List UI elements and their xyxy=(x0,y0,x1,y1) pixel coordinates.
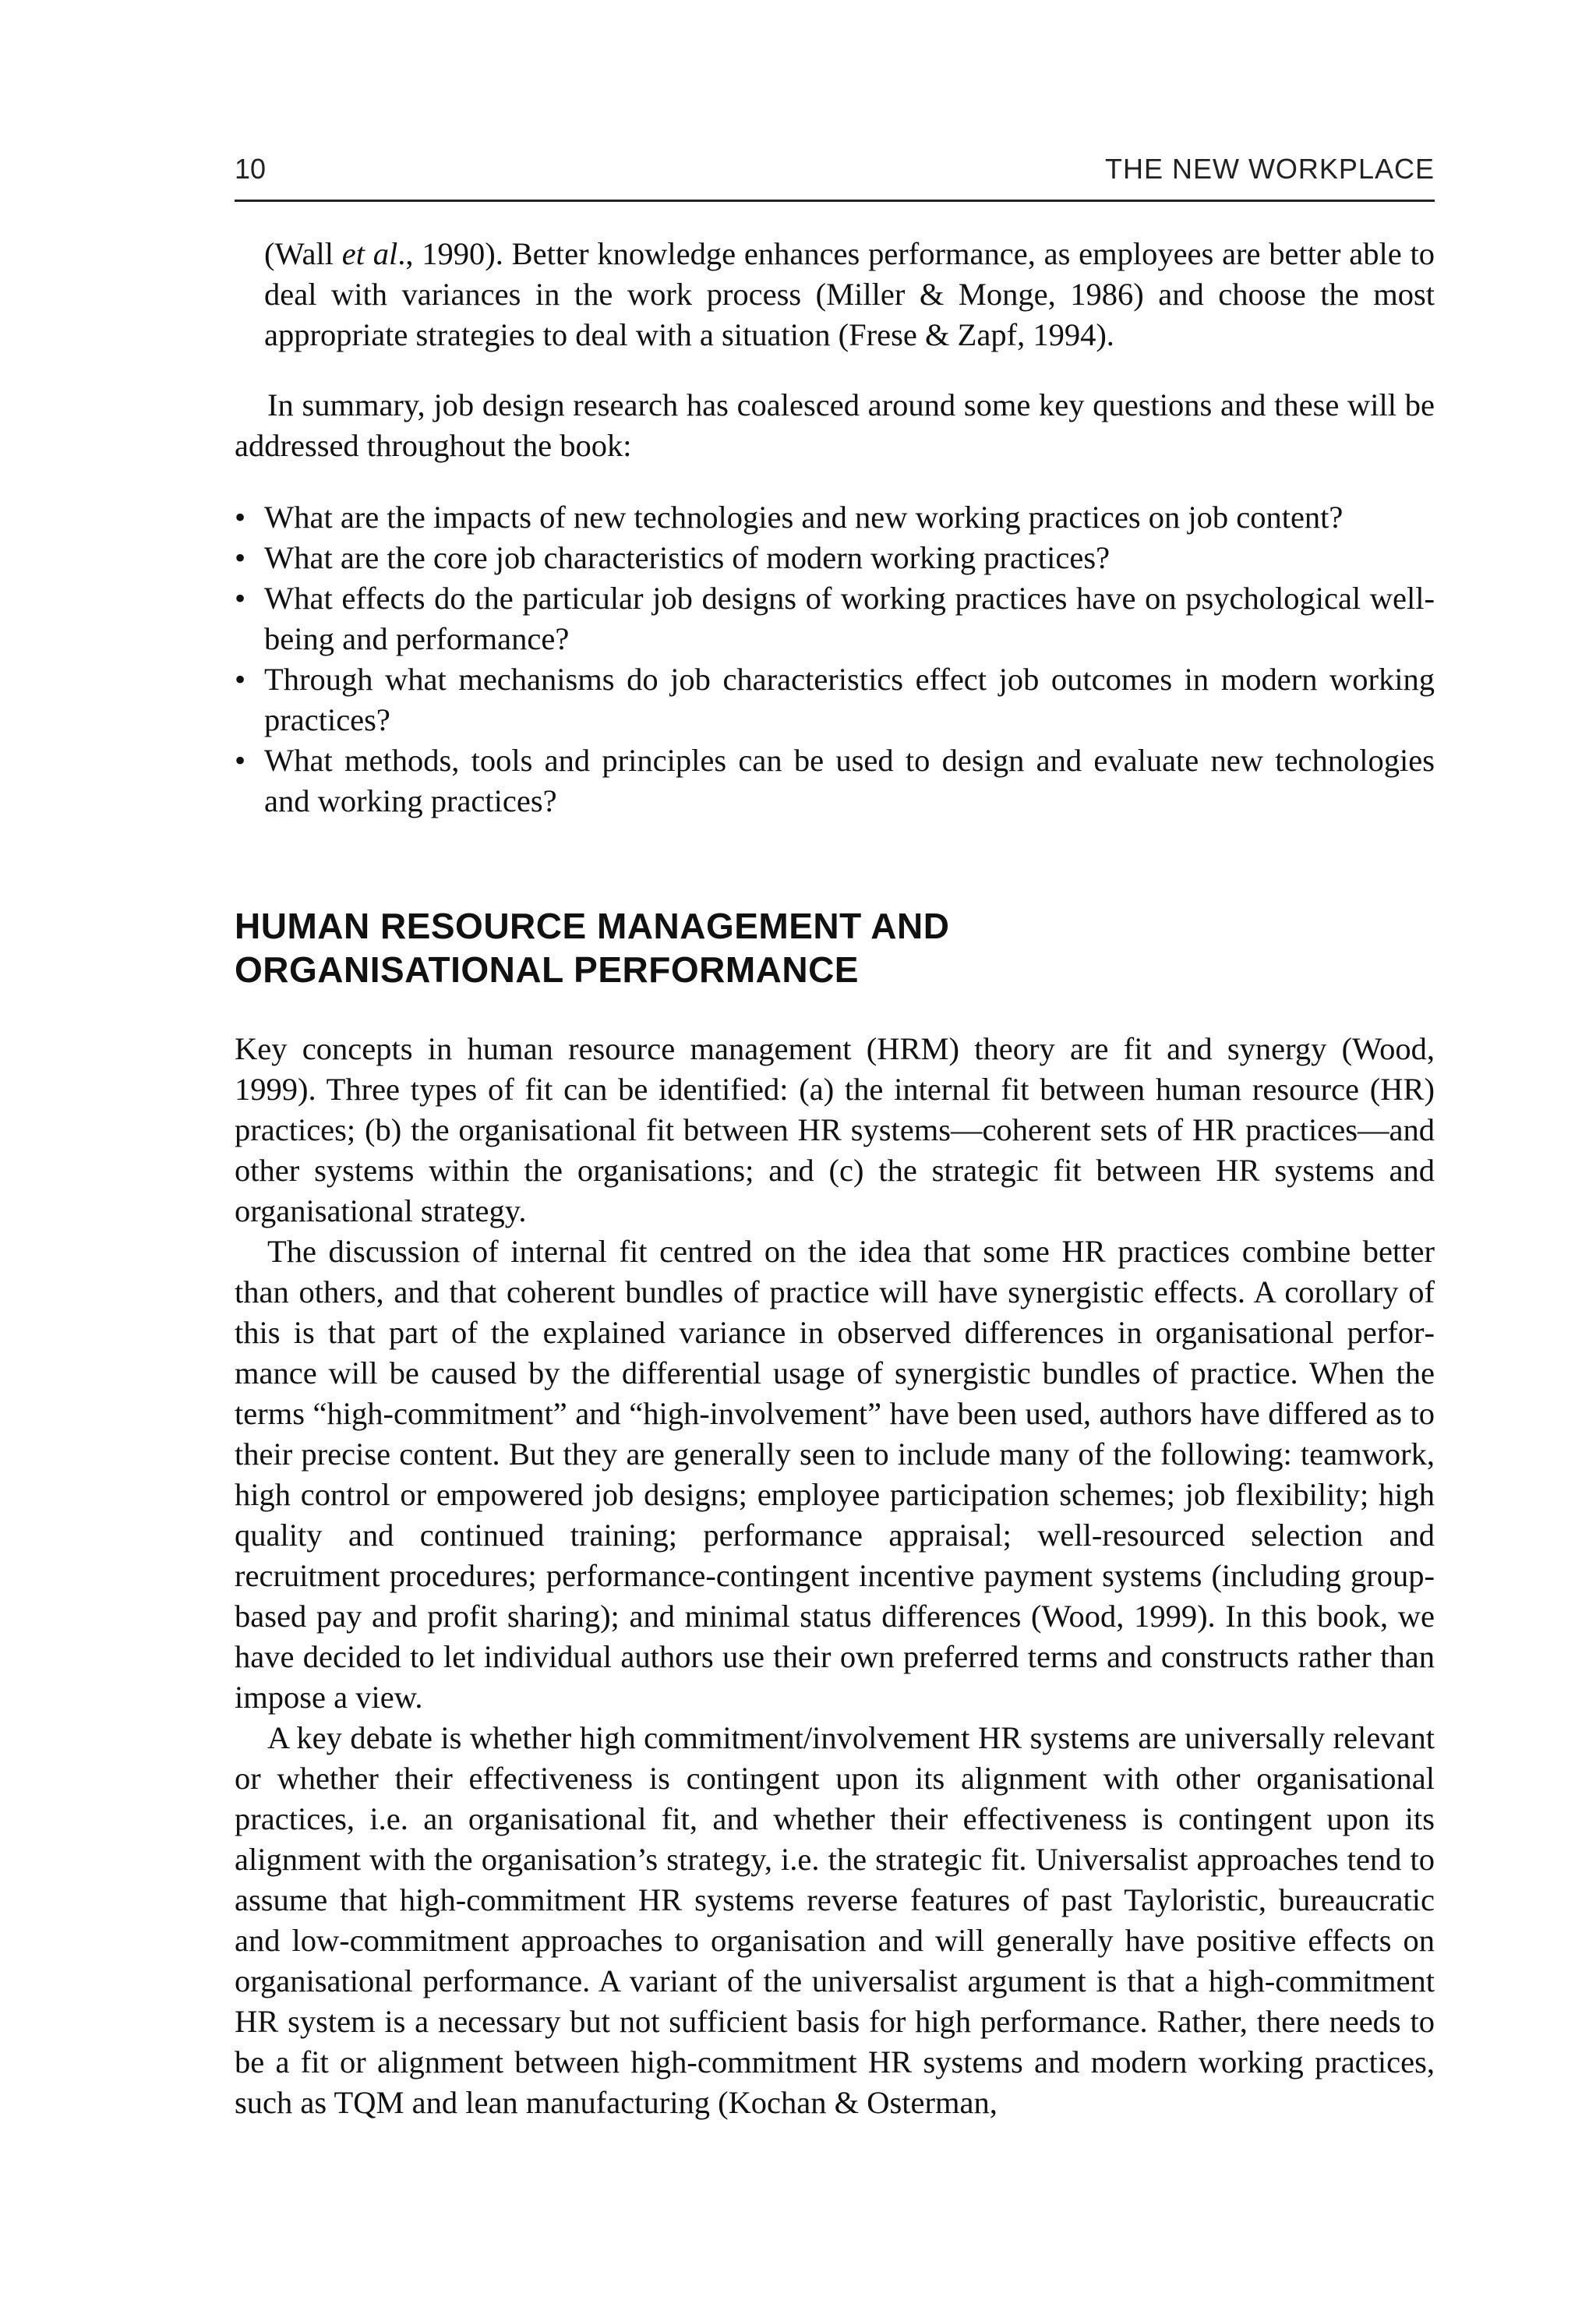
list-item-text: What are the core job characteristics of modern working practices? xyxy=(264,540,1110,575)
bullet-icon: • xyxy=(235,581,246,616)
bullet-icon: • xyxy=(235,500,246,535)
list-item xyxy=(235,578,1435,659)
section-heading xyxy=(235,904,1435,991)
list-item xyxy=(235,740,1435,822)
continuation-paragraph xyxy=(235,234,1435,355)
list-item xyxy=(235,659,1435,740)
list-item-text: What effects do the particular job designs of working practices have on psychological well-being and performance? xyxy=(264,581,1435,656)
continuation-text-start: (Wall xyxy=(264,236,342,271)
running-title: THE NEW WORKPLACE xyxy=(1104,153,1435,185)
list-item-text: What methods, tools and principles can be used to design and evaluate new technologies and working practices? xyxy=(264,743,1435,818)
continuation-italic: et al xyxy=(341,236,398,271)
section-heading-line2: ORGANISATIONAL PERFORMANCE xyxy=(235,949,859,990)
hrm-paragraph-1: Key concepts in human resource management (HRM) theory are fit and synergy (Wood, 1999). Three types of fit can be identified: (a) the internal fit between human resource (HR) practices; (b) the organisational fit between HR systems—coherent sets of HR practices—and other systems within the organisations; and (c) the strategic fit between HR systems and organisational strategy. xyxy=(235,1031,1435,1228)
question-list xyxy=(235,497,1435,822)
hrm-paragraph-3: A key debate is whether high commitment/involvement HR systems are universally relevant or whether their effectiveness is contingent upon its alignment with other organisational practices, i.e. an organisational fit, and whether their effectiveness is contingent upon its alignment with the organisation’s strategy, i.e. the strategic fit. Universalist approaches tend to assume that high-commitment HR systems reverse features of past Tayloristic, bureaucratic and low-commitment approaches to organisation and will generally have positive effects on organisational performance. A variant of the universalist argument is that a high-commitment HR system is a necessary but not sufficient basis for high performance. Rather, there needs to be a fit or alignment between high-commitment HR systems and modern working practices, such as TQM and lean manufacturing (Kochan & Osterman, xyxy=(235,1720,1435,2120)
bullet-icon: • xyxy=(235,743,246,778)
bullet-icon: • xyxy=(235,540,246,575)
header-rule xyxy=(235,200,1435,202)
section-heading-line1: HUMAN RESOURCE MANAGEMENT AND xyxy=(235,906,950,946)
list-item xyxy=(235,497,1435,538)
continuation-text-rest: ., 1990). Better knowledge enhances performance, as employees are better able to deal with variances in the work process (Miller & Monge, 1986) and choose the most appropriate strategies to deal with a situation (Frese & Zapf, 1994). xyxy=(264,236,1435,352)
page-number: 10 xyxy=(235,153,267,185)
list-item-text: What are the impacts of new technologies and new working practices on job content? xyxy=(264,500,1344,535)
summary-paragraph: In summary, job design research has coalesced around some key questions and these will be addressed throughout the book: xyxy=(235,387,1435,463)
bullet-icon: • xyxy=(235,662,246,697)
list-item-text: Through what mechanisms do job characteristics effect job outcomes in modern working practices? xyxy=(264,662,1435,737)
list-item xyxy=(235,538,1435,578)
page-body xyxy=(235,234,1435,2123)
hrm-paragraph-2: The discussion of internal fit centred on the idea that some HR practices combine better than others, and that coherent bundles of practice will have synergistic effects. A corollary of this is that part of the explained variance in observed differences in organisational performance will be caused by the differential usage of synergistic bundles of practice. When the terms “high-commitment” and “high-involvement” have been used, authors have differed as to their precise content. But they are generally seen to include many of the following: teamwork, high control or empowered job designs; employee participation schemes; job flexibility; high quality and continued training; performance appraisal; well-resourced selection and recruitment procedures; performance-contingent incentive payment systems (including group-based pay and profit sharing); and minimal status differences (Wood, 1999). In this book, we have decided to let individual authors use their own preferred terms and constructs rather than impose a view. xyxy=(235,1234,1435,1715)
